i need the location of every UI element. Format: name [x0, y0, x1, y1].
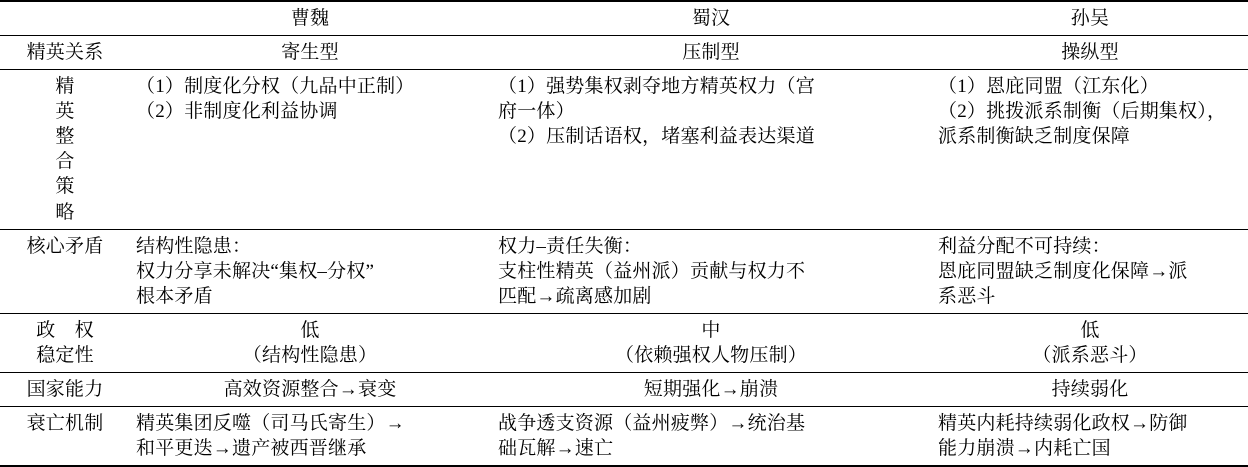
cell-line: 中 [701, 319, 721, 341]
cell-core-contradiction-wu [930, 229, 1248, 313]
cell-line: （依赖强权人物压制） [614, 344, 807, 366]
row-label-state-capacity: 国家能力 [0, 373, 128, 407]
label-line: 策 [55, 176, 75, 198]
cell-line: 低 [300, 319, 320, 341]
label-line: 英 [55, 101, 75, 123]
cell-line: 低 [1080, 319, 1100, 341]
cell-line: 恩庇同盟缺乏制度化保障→派 [938, 260, 1188, 282]
cell-line: （派系恶斗） [1032, 344, 1148, 366]
cell-line: （2）压制话语权，堵塞利益表达渠道 [498, 126, 815, 148]
header-cell-sunwu: 孙吴 [930, 1, 1248, 36]
row-label-elite-relation: 精英关系 [0, 36, 128, 70]
table-body [0, 1, 1248, 466]
table-row [0, 70, 1248, 229]
table-row [0, 313, 1248, 372]
cell-integration-wu [930, 70, 1248, 229]
cell-line: 派系制衡缺乏制度保障 [938, 126, 1131, 148]
cell-line: 根本矛盾 [136, 285, 213, 307]
cell-decline-shu [490, 407, 930, 467]
cell-integration-shu [490, 70, 930, 229]
cell-decline-wei [128, 407, 490, 467]
cell-stability-wu [930, 313, 1248, 372]
cell-line: 能力崩溃→内耗亡国 [938, 438, 1111, 460]
row-label-stack [8, 74, 122, 224]
header-cell-weiwei: 曹魏 [128, 1, 490, 36]
cell-line: 战争透支资源（益州疲弊）→统治基 [498, 413, 806, 435]
label-line: 精 [55, 76, 75, 98]
cell-line: 系恶斗 [938, 285, 996, 307]
label-line: 稳定性 [36, 344, 94, 366]
cell-line: （1）制度化分权（九品中正制） [136, 76, 415, 98]
cell-stability-shu [490, 313, 930, 372]
cell-stability-wei [128, 313, 490, 372]
cell-line: 础瓦解→速亡 [498, 438, 614, 460]
table-row [0, 373, 1248, 407]
row-label-regime-stability [0, 313, 128, 372]
table-row [0, 229, 1248, 313]
table-row [0, 36, 1248, 70]
cell-line: 匹配→疏离感加剧 [498, 285, 652, 307]
table-row [0, 407, 1248, 467]
label-line: 略 [55, 201, 75, 223]
header-cell-shuhan: 蜀汉 [490, 1, 930, 36]
cell-elite-relation-shu: 压制型 [490, 36, 930, 70]
cell-line: 结构性隐患： [136, 235, 252, 257]
cell-core-contradiction-shu [490, 229, 930, 313]
cell-line: 和平更迭→遗产被西晋继承 [136, 438, 367, 460]
cell-line: 精英内耗持续弱化政权→防御 [938, 413, 1188, 435]
cell-integration-wei [128, 70, 490, 229]
label-line: 整 [55, 126, 75, 148]
row-label-core-contradiction: 核心矛盾 [0, 229, 128, 313]
cell-line: 精英集团反噬（司马氏寄生）→ [136, 413, 405, 435]
row-label-decline-mechanism: 衰亡机制 [0, 407, 128, 467]
cell-state-capacity-shu: 短期强化→崩溃 [490, 373, 930, 407]
cell-state-capacity-wei: 高效资源整合→衰变 [128, 373, 490, 407]
table-header-row [0, 1, 1248, 36]
cell-state-capacity-wu: 持续弱化 [930, 373, 1248, 407]
cell-decline-wu [930, 407, 1248, 467]
label-line: 政 权 [36, 319, 94, 341]
cell-line: （1）恩庇同盟（江东化） [938, 76, 1159, 98]
cell-line: （结构性隐患） [242, 344, 378, 366]
row-label-integration-strategy [0, 70, 128, 229]
cell-line: 支柱性精英（益州派）贡献与权力不 [498, 260, 806, 282]
cell-line: 府一体） [498, 101, 575, 123]
cell-line: （2）非制度化利益协调 [136, 101, 338, 123]
cell-line: 权力分享未解决“集权–分权” [136, 260, 375, 282]
cell-line: （1）强势集权剥夺地方精英权力（宫 [498, 76, 815, 98]
cell-elite-relation-wei: 寄生型 [128, 36, 490, 70]
cell-elite-relation-wu: 操纵型 [930, 36, 1248, 70]
label-line: 合 [55, 151, 75, 173]
header-cell-0 [0, 1, 128, 36]
cell-line: 利益分配不可持续： [938, 235, 1111, 257]
cell-line: 权力–责任失衡： [498, 235, 643, 257]
cell-core-contradiction-wei [128, 229, 490, 313]
cell-line: （2）挑拨派系制衡（后期集权）， [938, 101, 1227, 123]
